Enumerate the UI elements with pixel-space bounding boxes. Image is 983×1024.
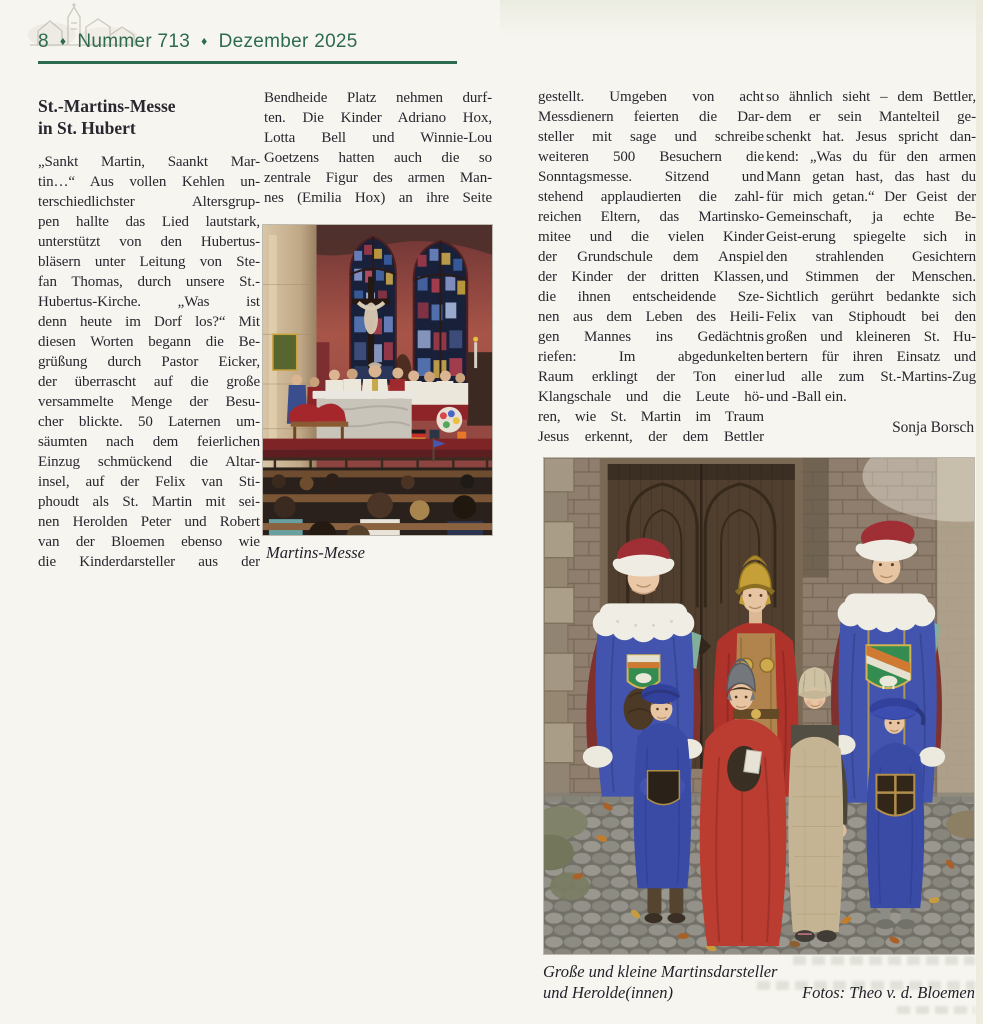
article-text bbox=[264, 88, 492, 208]
article-column-2 bbox=[264, 88, 492, 208]
text-line: Lotta Bell und Winnie-Lou bbox=[264, 130, 492, 146]
text-line: schenkt hat. Jesus spricht dan- bbox=[766, 129, 976, 145]
text-line: phoudt als St. Martin mit sei- bbox=[38, 494, 260, 510]
text-line: „Sankt Martin, Saankt Mar- bbox=[38, 154, 260, 170]
article-title-line2: in St. Hubert bbox=[38, 118, 136, 138]
group-photo-caption-line1: Große und kleine Martinsdarsteller bbox=[543, 962, 778, 981]
page-header bbox=[38, 31, 358, 53]
diamond-separator: ♦ bbox=[201, 34, 208, 48]
text-line: Mann getan hast, das hast du bbox=[766, 169, 976, 185]
text-line: riefen: Im abgedunkelten bbox=[538, 349, 764, 365]
text-line: stehend applaudierten die zahl- bbox=[538, 189, 764, 205]
article-column-3 bbox=[538, 87, 764, 447]
stained-glass-window bbox=[414, 241, 468, 390]
text-line: großen und kleineren St. Hu- bbox=[766, 329, 976, 345]
text-line: den strahlenden Gesichtern bbox=[766, 249, 976, 265]
text-line: cher blickte. 50 Laternen um- bbox=[38, 414, 260, 430]
text-line: van der Bloemen ebenso wie bbox=[38, 534, 260, 550]
text-line: gestellt. Umgeben von acht bbox=[538, 89, 764, 105]
text-line: Jesus erkennt, der dem Bettler bbox=[538, 429, 764, 445]
diamond-separator: ♦ bbox=[59, 34, 67, 48]
article-title bbox=[38, 95, 260, 139]
text-line: terschiedlichster Altersgrup- bbox=[38, 194, 260, 210]
church-photo-caption: Martins-Messe bbox=[266, 543, 365, 562]
text-line: unterstützt von den Hubertus- bbox=[38, 234, 260, 250]
photo-credit: Fotos: Theo v. d. Bloemen bbox=[802, 983, 975, 1002]
text-line: denn heute im Dorf los?“ Mit bbox=[38, 314, 260, 330]
text-line: Hubertus-Kirche. „Was ist bbox=[38, 294, 260, 310]
group-photo-caption-row bbox=[543, 961, 975, 1003]
text-line: Einzug schmückend die Altar- bbox=[38, 454, 260, 470]
text-line: mitee und die vielen Kinder bbox=[538, 229, 764, 245]
text-line: nen Herolden Peter und Robert bbox=[38, 514, 260, 530]
text-line: und -Ball ein. bbox=[766, 389, 847, 405]
text-line: grüßung durch Pastor Eicker, bbox=[38, 354, 260, 370]
text-line: diesen Worten begann die Be- bbox=[38, 334, 260, 350]
text-line: bläsern unter Leitung von Ste- bbox=[38, 254, 260, 270]
text-line: zentrale Figur des armen Man- bbox=[264, 170, 492, 186]
text-line: so ähnlich sieht – dem Bettler, bbox=[766, 89, 976, 105]
text-line: dem er sein Mantelteil ge- bbox=[766, 109, 976, 125]
church-interior-photo bbox=[262, 224, 493, 536]
text-line: nen aus dem Leben des Heili- bbox=[538, 309, 764, 325]
text-line: Felix van Stiphoudt bei den bbox=[766, 309, 976, 325]
text-line: Sonntagsmesse. Sitzend und bbox=[538, 169, 764, 185]
text-line: fan Thomas, durch unsere St.- bbox=[38, 274, 260, 290]
text-line: Gemeinschaft, ja echte Be- bbox=[766, 209, 976, 225]
text-line: nes (Emilia Hox) an ihre Seite bbox=[264, 190, 492, 206]
text-line: die ihnen entscheidende Sze- bbox=[538, 289, 764, 305]
text-line: Messdienern feierten die Dar- bbox=[538, 109, 764, 125]
text-line: Bendheide Platz nehmen durf- bbox=[264, 90, 492, 106]
text-line: bertern für ihren Einsatz und bbox=[766, 349, 976, 365]
text-line: gen Mannes ins Gedächtnis bbox=[538, 329, 764, 345]
text-line: Klangschale und die Leute hö- bbox=[538, 389, 764, 405]
article-column-1 bbox=[38, 95, 260, 572]
text-line: Goetzens hatten auch die so bbox=[264, 150, 492, 166]
page-number: 8 bbox=[38, 31, 49, 52]
text-line: pen hallte das Lied lautstark, bbox=[38, 214, 260, 230]
header-rule bbox=[38, 61, 457, 64]
group-photo-caption bbox=[543, 961, 777, 1003]
issue-number: Nummer 713 bbox=[77, 31, 191, 52]
text-line: versammelte Menge der Besu- bbox=[38, 394, 260, 410]
text-line: ren, wie St. Martin im Traum bbox=[538, 409, 764, 425]
scan-tint bbox=[500, 0, 983, 36]
article-text bbox=[538, 87, 764, 447]
text-line: Raum erklingt der Ton einer bbox=[538, 369, 764, 385]
article-text bbox=[766, 87, 976, 407]
text-line: kend: „Was du für den armen bbox=[766, 149, 976, 165]
text-line: steller mit sage und schreibe bbox=[538, 129, 764, 145]
showthrough-ghost-text bbox=[897, 1006, 975, 1014]
article-text bbox=[38, 152, 260, 572]
text-line: und Stimmen der Menschen. bbox=[766, 269, 976, 285]
text-line: die Kinderdarsteller aus der bbox=[38, 554, 260, 570]
text-line: Sichtlich gerührt bedankte sich bbox=[766, 289, 976, 305]
text-line: tin…“ Aus vollen Kehlen un- bbox=[38, 174, 260, 190]
text-line: für mich getan.“ Der Geist der bbox=[766, 189, 976, 205]
article-title-line1: St.-Martins-Messe bbox=[38, 96, 176, 116]
text-line: reichen Eltern, das Martinsko- bbox=[538, 209, 764, 225]
group-photo-caption-line2: und Herolde(innen) bbox=[543, 983, 673, 1002]
article-column-4 bbox=[766, 87, 976, 437]
text-line: weiteren 500 Besuchern die bbox=[538, 149, 764, 165]
author-byline: Sonja Borsch bbox=[892, 419, 974, 436]
text-line: lud alle zum St.-Martins-Zug bbox=[766, 369, 976, 385]
text-line: der überrascht auf die große bbox=[38, 374, 260, 390]
text-line: Geist-erung spiegelte sich in bbox=[766, 229, 976, 245]
text-line: ten. Die Kinder Adriano Hox, bbox=[264, 110, 492, 126]
issue-date: Dezember 2025 bbox=[218, 31, 358, 52]
page-edge-shade bbox=[976, 0, 983, 1024]
text-line: insel, auf der Felix van Sti- bbox=[38, 474, 260, 490]
martins-group-photo bbox=[543, 457, 975, 955]
text-line: säumten nach dem feierlichen bbox=[38, 434, 260, 450]
text-line: der Grundschule dem Anspiel bbox=[538, 249, 764, 265]
text-line: der Kinder der dritten Klassen, bbox=[538, 269, 764, 285]
